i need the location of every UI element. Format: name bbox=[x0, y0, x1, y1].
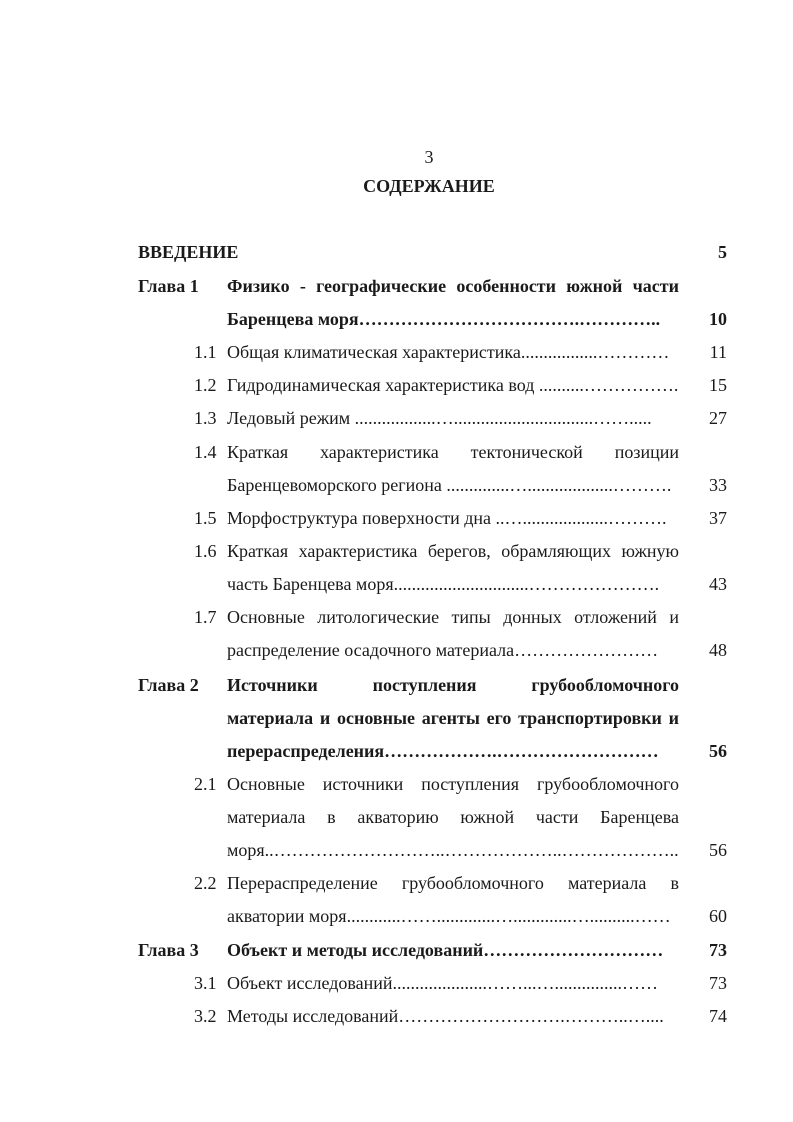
toc-2-1-num: 2.1 bbox=[194, 774, 217, 794]
toc-1-4-text-line1: Краткая характеристика тектонической позиции bbox=[227, 442, 679, 462]
toc-entry-1-3[interactable] bbox=[0, 408, 793, 438]
toc-entry-ch1[interactable] bbox=[0, 276, 793, 306]
toc-entry-intro[interactable] bbox=[0, 242, 793, 272]
toc-1-3-page: 27 bbox=[709, 408, 727, 428]
page-number: 3 bbox=[424, 147, 434, 167]
toc-entry-2-1[interactable] bbox=[0, 774, 793, 804]
toc-ch1-title-line1: Физико - географические особенности южной части bbox=[227, 276, 679, 296]
toc-1-1-text: Общая климатическая характеристика.................………… bbox=[227, 342, 670, 362]
toc-3-2-num: 3.2 bbox=[194, 1006, 217, 1026]
toc-3-1-num: 3.1 bbox=[194, 973, 217, 993]
page-title: СОДЕРЖАНИЕ bbox=[363, 176, 495, 196]
toc-entry-2-1-cont1 bbox=[0, 807, 793, 837]
toc-ch2-label: Глава 2 bbox=[138, 675, 199, 695]
toc-3-1-text: Объект исследований.....................……...…...............…… bbox=[227, 973, 659, 993]
toc-entry-1-2[interactable] bbox=[0, 375, 793, 405]
toc-entry-1-4-cont bbox=[0, 475, 793, 505]
toc-1-7-text-line1: Основные литологические типы донных отложений и bbox=[227, 607, 679, 627]
toc-entry-ch1-cont bbox=[0, 309, 793, 339]
toc-1-2-page: 15 bbox=[709, 375, 727, 395]
toc-1-4-page: 33 bbox=[709, 475, 727, 495]
toc-entry-1-6[interactable] bbox=[0, 541, 793, 571]
toc-ch3-title: Объект и методы исследований………………………… bbox=[227, 940, 664, 960]
toc-entry-ch2[interactable] bbox=[0, 675, 793, 705]
toc-ch3-page: 73 bbox=[709, 940, 727, 960]
toc-1-3-num: 1.3 bbox=[194, 408, 217, 428]
toc-1-5-num: 1.5 bbox=[194, 508, 217, 528]
toc-intro-label: ВВЕДЕНИЕ bbox=[138, 242, 239, 262]
toc-2-1-page: 56 bbox=[709, 840, 727, 860]
toc-ch2-page: 56 bbox=[709, 741, 727, 761]
toc-1-6-text-line1: Краткая характеристика берегов, обрамляющих южную bbox=[227, 541, 679, 561]
toc-entry-1-6-cont bbox=[0, 574, 793, 604]
toc-entry-3-2[interactable] bbox=[0, 1006, 793, 1036]
toc-entry-ch3[interactable] bbox=[0, 940, 793, 970]
toc-ch2-title-line3: перераспределения……………….……………………… bbox=[227, 741, 659, 761]
toc-2-2-page: 60 bbox=[709, 906, 727, 926]
toc-2-1-text-line2: материала в акваторию южной части Баренцева bbox=[227, 807, 679, 827]
toc-ch1-page: 10 bbox=[709, 309, 727, 329]
toc-entry-1-4[interactable] bbox=[0, 442, 793, 472]
toc-1-5-page: 37 bbox=[709, 508, 727, 528]
toc-1-7-num: 1.7 bbox=[194, 607, 217, 627]
toc-3-1-page: 73 bbox=[709, 973, 727, 993]
toc-1-6-text-line2: часть Баренцева моря..............................…………………. bbox=[227, 574, 660, 594]
toc-2-2-num: 2.2 bbox=[194, 873, 217, 893]
toc-entry-1-7-cont bbox=[0, 640, 793, 670]
toc-1-7-page: 48 bbox=[709, 640, 727, 660]
toc-2-1-text-line1: Основные источники поступления грубообломочного bbox=[227, 774, 679, 794]
toc-1-4-num: 1.4 bbox=[194, 442, 217, 462]
toc-entry-1-7[interactable] bbox=[0, 607, 793, 637]
toc-entry-2-1-cont2 bbox=[0, 840, 793, 870]
toc-entry-2-2-cont bbox=[0, 906, 793, 936]
toc-entry-2-2[interactable] bbox=[0, 873, 793, 903]
toc-entry-1-5[interactable] bbox=[0, 508, 793, 538]
toc-3-2-text: Методы исследований……………………….………..….... bbox=[227, 1006, 664, 1026]
toc-ch2-title-line1: Источники поступления грубообломочного bbox=[227, 675, 679, 695]
toc-1-4-text-line2: Баренцевоморского региона ..............…...................………. bbox=[227, 475, 672, 495]
toc-1-3-text: Ледовый режим ..................…...............................……..... bbox=[227, 408, 652, 428]
toc-ch3-label: Глава 3 bbox=[138, 940, 199, 960]
toc-1-6-num: 1.6 bbox=[194, 541, 217, 561]
toc-1-1-page: 11 bbox=[709, 342, 727, 362]
toc-entry-3-1[interactable] bbox=[0, 973, 793, 1003]
toc-ch1-title-line2: Баренцева моря……………………………….………….. bbox=[227, 309, 661, 329]
toc-1-2-num: 1.2 bbox=[194, 375, 217, 395]
toc-1-1-num: 1.1 bbox=[194, 342, 217, 362]
toc-1-5-text: Морфоструктура поверхности дна ..…...................………. bbox=[227, 508, 667, 528]
toc-entry-1-1[interactable] bbox=[0, 342, 793, 372]
toc-1-7-text-line2: распределение осадочного материала…………………… bbox=[227, 640, 659, 660]
toc-2-2-text-line2: акватории моря............…….............….............…..........…… bbox=[227, 906, 671, 926]
toc-2-1-text-line3: моря..………………………..………………..……………….. bbox=[227, 840, 679, 860]
toc-3-2-page: 74 bbox=[709, 1006, 727, 1026]
toc-ch1-label: Глава 1 bbox=[138, 276, 199, 296]
toc-2-2-text-line1: Перераспределение грубообломочного материала в bbox=[227, 873, 679, 893]
toc-intro-page: 5 bbox=[718, 242, 727, 262]
toc-entry-ch2-cont2 bbox=[0, 741, 793, 771]
toc-entry-ch2-cont1 bbox=[0, 708, 793, 738]
toc-1-6-page: 43 bbox=[709, 574, 727, 594]
toc-ch2-title-line2: материала и основные агенты его транспортировки и bbox=[227, 708, 679, 728]
toc-1-2-text: Гидродинамическая характеристика вод ..........……………. bbox=[227, 375, 679, 395]
